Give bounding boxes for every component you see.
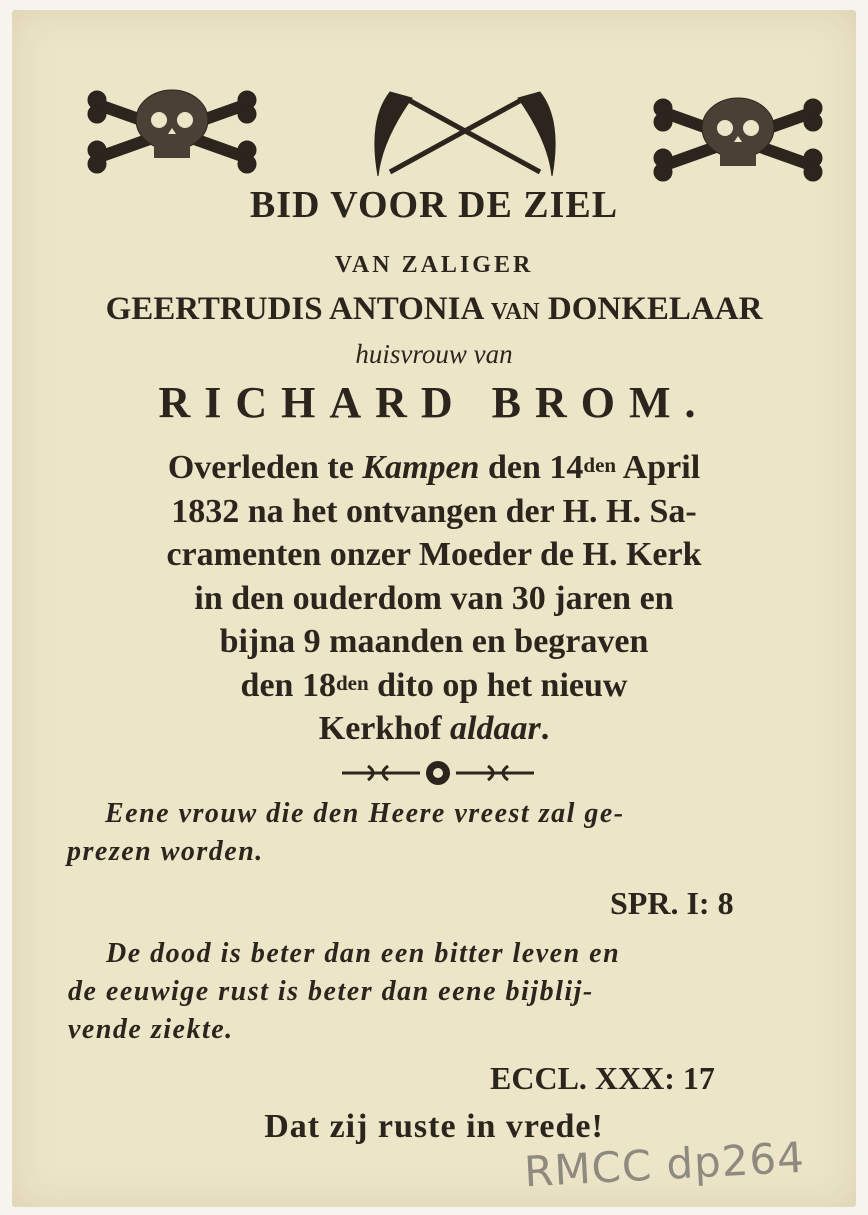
body-text-part: . xyxy=(540,710,550,747)
body-line-7 xyxy=(0,707,868,751)
body-text-part: Kerkhof xyxy=(318,710,451,747)
deceased-name-particle: VAN xyxy=(490,299,540,325)
quote-line: De dood is beter dan een bitter leven en xyxy=(106,938,621,969)
body-line-6 xyxy=(0,664,868,708)
deceased-name xyxy=(0,291,868,328)
body-line-4: in den ouderdom van 30 jaren en xyxy=(194,579,674,617)
quote-line: de eeuwige rust is beter dan eene bijblij- xyxy=(68,976,594,1007)
body-line-1 xyxy=(0,446,868,490)
van-zaliger-label: VAN ZALIGER xyxy=(334,252,534,278)
body-line-3: cramenten onzer Moeder de H. Kerk xyxy=(166,536,702,573)
card-title: BID VOOR DE ZIEL xyxy=(249,184,619,226)
ecclesiasticus-quote xyxy=(68,935,828,1049)
deceased-surname: DONKELAAR xyxy=(547,291,763,327)
quote-line: prezen worden. xyxy=(67,836,264,867)
top-ornaments xyxy=(0,0,868,200)
body-text-part: dito op het nieuw xyxy=(368,666,628,704)
body-text-part: den 14 xyxy=(479,449,584,486)
body-text-part: aldaar xyxy=(450,710,541,747)
quote-line: vende ziekte. xyxy=(68,1014,234,1045)
deceased-first-names: GEERTRUDIS ANTONIA xyxy=(105,291,483,327)
body-text-part: April xyxy=(616,449,701,486)
ecclesiasticus-reference: ECCL. XXX: 17 xyxy=(490,1060,715,1096)
archive-code-pencil: RMCC dp264 xyxy=(522,1132,807,1197)
body-line-5: bijna 9 maanden en begraven xyxy=(219,623,649,660)
husband-name: RICHARD BROM. xyxy=(158,378,710,427)
wife-of-label: huisvrouw van xyxy=(355,339,513,369)
ornamental-divider-icon xyxy=(338,758,538,788)
quote-line: Eene vrouw die den Heere vreest zal ge- xyxy=(105,798,625,829)
place-name: Kampen xyxy=(362,449,480,486)
ordinal-suffix: den xyxy=(583,453,617,477)
skull-crossbones-icon xyxy=(88,90,256,173)
closing-prayer: Dat zij ruste in vrede! xyxy=(264,1108,604,1145)
body-text-part: Overleden te xyxy=(167,449,363,486)
ordinal-suffix: den xyxy=(335,670,369,695)
skull-crossbones-icon xyxy=(654,98,822,181)
proverbs-reference: SPR. I: 8 xyxy=(610,885,734,921)
body-text-part: den 18 xyxy=(240,666,336,704)
death-notice-text xyxy=(0,446,868,751)
crossed-scythes-icon xyxy=(375,92,555,176)
body-line-2: 1832 na het ontvangen der H. H. Sa- xyxy=(171,492,697,530)
proverbs-quote xyxy=(67,795,825,871)
